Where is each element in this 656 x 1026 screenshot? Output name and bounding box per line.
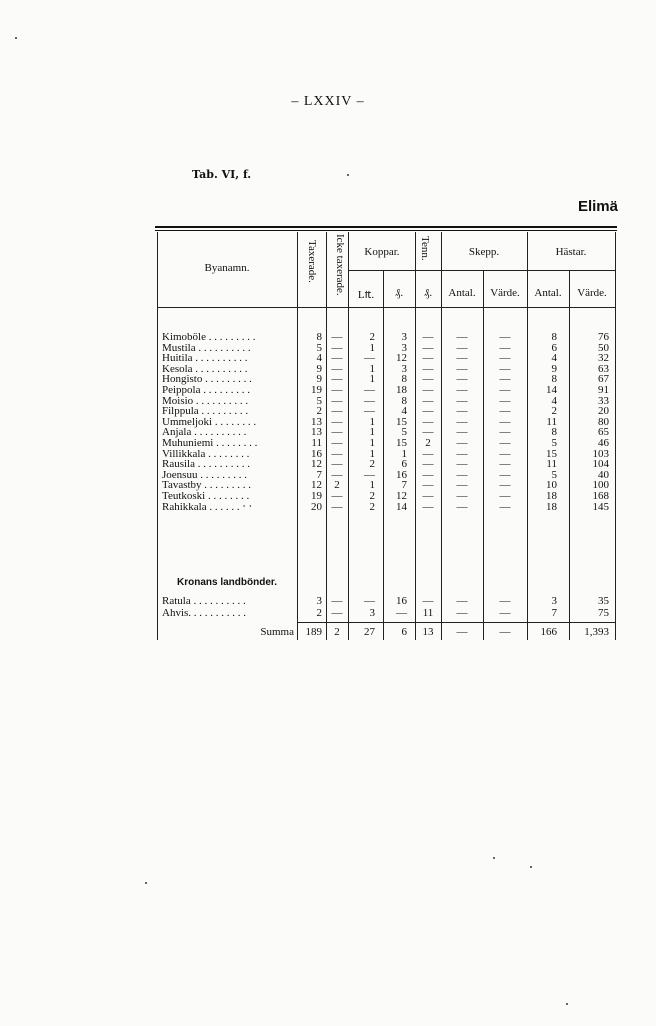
cell-skepp-varde: —: [499, 437, 511, 449]
summa-hastar-antal: 166: [540, 626, 557, 638]
cell-skepp-varde: —: [499, 469, 511, 481]
cell-koppar-lb: 2: [369, 490, 375, 502]
village-name: Villikkala . . . . . . . .: [162, 449, 250, 460]
village-name: Ratula . . . . . . . . . .: [162, 596, 246, 607]
cell-koppar-lb: 2: [369, 458, 375, 470]
cell-hastar-antal: 11: [546, 458, 557, 470]
header-tenn: Tenn.: [419, 236, 431, 261]
cell-hastar-varde: 145: [592, 501, 609, 513]
cell-hastar-antal: 7: [551, 607, 557, 619]
cell-skepp-antal: —: [456, 363, 468, 375]
cell-icke-taxerade: —: [331, 490, 343, 502]
cell-skepp-antal: —: [456, 384, 468, 396]
cell-koppar-g: —: [396, 607, 407, 619]
cell-skepp-varde: —: [499, 501, 511, 513]
village-name: Ummeljoki . . . . . . . .: [162, 417, 257, 428]
summa-skepp-antal: —: [456, 626, 468, 638]
cell-koppar-lb: 2: [369, 331, 375, 343]
cell-taxerade: 4: [316, 352, 322, 364]
cell-skepp-antal: —: [456, 607, 468, 619]
header-skepp: Skepp.: [468, 246, 500, 258]
village-name: Joensuu . . . . . . . . .: [162, 470, 247, 481]
village-name: Tavastby . . . . . . . . .: [162, 480, 252, 491]
cell-skepp-antal: —: [456, 416, 468, 428]
scan-speck: [145, 882, 147, 884]
cell-skepp-antal: —: [456, 479, 468, 491]
cell-koppar-lb: 1: [369, 448, 375, 460]
village-name: Moisio . . . . . . . . . .: [162, 396, 249, 407]
cell-hastar-antal: 8: [551, 331, 557, 343]
cell-taxerade: 20: [311, 501, 322, 513]
cell-hastar-antal: 18: [546, 501, 557, 513]
cell-skepp-antal: —: [456, 595, 468, 607]
header-koppar-g: ₰.: [394, 287, 404, 299]
cell-tenn-g: —: [422, 352, 434, 364]
village-name: Rausila . . . . . . . . . .: [162, 459, 250, 470]
cell-koppar-lb: —: [364, 384, 375, 396]
cell-taxerade: 13: [311, 416, 322, 428]
cell-skepp-varde: —: [499, 331, 511, 343]
cell-taxerade: 19: [311, 490, 322, 502]
cell-tenn-g: —: [422, 405, 434, 417]
cell-icke-taxerade: —: [331, 469, 343, 481]
cell-koppar-lb: —: [364, 405, 375, 417]
cell-hastar-varde: 91: [598, 384, 609, 396]
cell-tenn-g: —: [422, 426, 434, 438]
cell-taxerade: 11: [311, 437, 322, 449]
page-number: – LXXIV –: [291, 94, 365, 109]
cell-koppar-lb: —: [364, 469, 375, 481]
cell-taxerade: 13: [311, 426, 322, 438]
summa-label: Summa: [260, 627, 294, 638]
header-hastar-varde: Värde.: [577, 287, 607, 299]
cell-koppar-g: 16: [396, 595, 407, 607]
cell-koppar-g: 8: [401, 395, 407, 407]
cell-icke-taxerade: —: [331, 416, 343, 428]
top-rule-thick: [155, 226, 617, 228]
village-name: Muhuniemi . . . . . . . .: [162, 438, 258, 449]
header-skepp-antal: Antal.: [448, 287, 476, 299]
cell-koppar-lb: 1: [369, 479, 375, 491]
cell-hastar-antal: 18: [546, 490, 557, 502]
cell-skepp-varde: —: [499, 490, 511, 502]
cell-skepp-antal: —: [456, 405, 468, 417]
village-name: Ahvis. . . . . . . . . . .: [162, 608, 247, 619]
cell-icke-taxerade: —: [331, 607, 343, 619]
cell-hastar-varde: 33: [598, 395, 609, 407]
cell-koppar-g: 5: [401, 426, 407, 438]
cell-tenn-g: 11: [422, 607, 434, 619]
cell-skepp-antal: —: [456, 458, 468, 470]
grid-line: [157, 307, 615, 308]
cell-koppar-g: 15: [396, 437, 407, 449]
cell-tenn-g: —: [422, 395, 434, 407]
cell-hastar-antal: 14: [546, 384, 557, 396]
cell-hastar-antal: 8: [551, 373, 557, 385]
cell-hastar-antal: 10: [546, 479, 557, 491]
cell-taxerade: 12: [311, 479, 322, 491]
cell-koppar-g: 14: [396, 501, 407, 513]
cell-hastar-antal: 9: [551, 363, 557, 375]
cell-skepp-varde: —: [499, 595, 511, 607]
cell-skepp-antal: —: [456, 342, 468, 354]
header-koppar-lb: L₶.: [357, 289, 375, 301]
cell-taxerade: 16: [311, 448, 322, 460]
header-village: Byanamn.: [204, 262, 250, 274]
cell-taxerade: 3: [316, 595, 322, 607]
cell-skepp-varde: —: [499, 607, 511, 619]
cell-koppar-g: 4: [401, 405, 407, 417]
header-skepp-varde: Värde.: [490, 287, 520, 299]
cell-skepp-antal: —: [456, 437, 468, 449]
cell-hastar-antal: 8: [551, 426, 557, 438]
cell-hastar-antal: 6: [551, 342, 557, 354]
cell-taxerade: 5: [316, 342, 322, 354]
grid-line: [297, 622, 615, 623]
cell-hastar-varde: 20: [598, 405, 609, 417]
cell-skepp-varde: —: [499, 342, 511, 354]
summa-koppar-lb: 27: [364, 626, 375, 638]
cell-skepp-varde: —: [499, 458, 511, 470]
cell-hastar-antal: 2: [551, 405, 557, 417]
cell-icke-taxerade: —: [331, 595, 343, 607]
cell-koppar-lb: 1: [369, 426, 375, 438]
cell-icke-taxerade: —: [331, 373, 343, 385]
cell-skepp-antal: —: [456, 373, 468, 385]
cell-tenn-g: —: [422, 469, 434, 481]
cell-icke-taxerade: —: [331, 395, 343, 407]
summa-icke-taxerade: 2: [334, 626, 340, 638]
cell-hastar-antal: 5: [551, 437, 557, 449]
cell-koppar-lb: —: [364, 352, 375, 364]
cell-tenn-g: —: [422, 490, 434, 502]
cell-skepp-varde: —: [499, 479, 511, 491]
cell-icke-taxerade: —: [331, 426, 343, 438]
village-name: Anjala . . . . . . . . . .: [162, 427, 247, 438]
cell-tenn-g: —: [422, 458, 434, 470]
cell-hastar-varde: 35: [598, 595, 609, 607]
village-name: Huitila . . . . . . . . . .: [162, 353, 248, 364]
grid-line: [348, 270, 615, 271]
cell-icke-taxerade: 2: [334, 479, 340, 491]
cell-koppar-lb: 3: [369, 607, 375, 619]
grid-line: [157, 232, 158, 640]
cell-icke-taxerade: —: [331, 331, 343, 343]
cell-skepp-varde: —: [499, 395, 511, 407]
cell-koppar-g: 15: [396, 416, 407, 428]
cell-icke-taxerade: —: [331, 448, 343, 460]
cell-hastar-varde: 65: [598, 426, 609, 438]
village-name: Teutkoski . . . . . . . .: [162, 491, 250, 502]
village-name: Filppula . . . . . . . . .: [162, 406, 249, 417]
cell-skepp-antal: —: [456, 352, 468, 364]
cell-icke-taxerade: —: [331, 342, 343, 354]
header-taxerade: Taxerade.: [306, 240, 318, 283]
cell-taxerade: 19: [311, 384, 322, 396]
cell-tenn-g: —: [422, 448, 434, 460]
cell-koppar-g: 7: [401, 479, 407, 491]
section-title: Elimä: [577, 198, 618, 215]
cell-taxerade: 9: [316, 363, 322, 375]
cell-icke-taxerade: —: [331, 352, 343, 364]
cell-hastar-varde: 103: [592, 448, 609, 460]
cell-koppar-lb: 1: [369, 416, 375, 428]
cell-skepp-antal: —: [456, 426, 468, 438]
village-name: Kimoböle . . . . . . . . .: [162, 332, 256, 343]
cell-taxerade: 8: [316, 331, 322, 343]
cell-tenn-g: —: [422, 373, 434, 385]
cell-tenn-g: —: [422, 342, 434, 354]
cell-hastar-antal: 5: [551, 469, 557, 481]
cell-hastar-varde: 67: [598, 373, 609, 385]
cell-koppar-g: 18: [396, 384, 407, 396]
scan-speck: [347, 174, 349, 176]
summa-koppar-g: 6: [401, 626, 407, 638]
cell-koppar-g: 8: [401, 373, 407, 385]
cell-koppar-g: 6: [401, 458, 407, 470]
summa-skepp-varde: —: [499, 626, 511, 638]
cell-skepp-antal: —: [456, 490, 468, 502]
cell-tenn-g: —: [422, 416, 434, 428]
cell-skepp-varde: —: [499, 363, 511, 375]
cell-tenn-g: 2: [425, 437, 431, 449]
cell-icke-taxerade: —: [331, 458, 343, 470]
cell-taxerade: 2: [316, 405, 322, 417]
cell-hastar-antal: 4: [551, 352, 557, 364]
cell-koppar-g: 12: [396, 490, 407, 502]
cell-skepp-varde: —: [499, 416, 511, 428]
cell-skepp-varde: —: [499, 373, 511, 385]
cell-tenn-g: —: [422, 595, 434, 607]
cell-hastar-varde: 50: [598, 342, 609, 354]
cell-taxerade: 7: [316, 469, 322, 481]
cell-hastar-varde: 100: [592, 479, 609, 491]
cell-icke-taxerade: —: [331, 363, 343, 375]
summa-hastar-varde: 1,393: [584, 626, 609, 638]
cell-koppar-g: 3: [401, 331, 407, 343]
cell-tenn-g: —: [422, 479, 434, 491]
scan-speck: [566, 1003, 568, 1005]
cell-hastar-varde: 168: [592, 490, 609, 502]
scan-speck: [493, 857, 495, 859]
cell-icke-taxerade: —: [331, 501, 343, 513]
cell-tenn-g: —: [422, 501, 434, 513]
summa-taxerade: 189: [305, 626, 322, 638]
cell-skepp-antal: —: [456, 448, 468, 460]
cell-koppar-g: 3: [401, 342, 407, 354]
village-name: Rahikkala . . . . . . ‧ ‧: [162, 502, 253, 513]
header-hastar-antal: Antal.: [534, 287, 562, 299]
cell-hastar-varde: 76: [598, 331, 609, 343]
header-koppar: Koppar.: [364, 246, 400, 258]
cell-hastar-antal: 15: [546, 448, 557, 460]
village-name: Peippola . . . . . . . . .: [162, 385, 250, 396]
cell-hastar-varde: 63: [598, 363, 609, 375]
cell-tenn-g: —: [422, 363, 434, 375]
cell-skepp-antal: —: [456, 501, 468, 513]
cell-icke-taxerade: —: [331, 437, 343, 449]
village-name: Kesola . . . . . . . . . .: [162, 364, 248, 375]
cell-koppar-lb: —: [364, 395, 375, 407]
cell-koppar-g: 12: [396, 352, 407, 364]
cell-koppar-g: 16: [396, 469, 407, 481]
header-icke-taxerade: Icke taxerade.: [334, 234, 346, 296]
village-name: Hongisto . . . . . . . . .: [162, 374, 252, 385]
village-name: Mustila . . . . . . . . . .: [162, 343, 251, 354]
cell-skepp-varde: —: [499, 448, 511, 460]
cell-hastar-varde: 46: [598, 437, 609, 449]
scan-speck: [530, 866, 532, 868]
cell-koppar-lb: 1: [369, 373, 375, 385]
cell-koppar-lb: 2: [369, 501, 375, 513]
cell-skepp-antal: —: [456, 331, 468, 343]
cell-koppar-lb: —: [364, 595, 375, 607]
cell-skepp-antal: —: [456, 395, 468, 407]
cell-hastar-antal: 4: [551, 395, 557, 407]
scan-speck: [15, 37, 17, 39]
cell-koppar-g: 3: [401, 363, 407, 375]
cell-koppar-lb: 1: [369, 342, 375, 354]
cell-icke-taxerade: —: [331, 384, 343, 396]
cell-koppar-lb: 1: [369, 363, 375, 375]
cell-taxerade: 5: [316, 395, 322, 407]
cell-hastar-varde: 75: [598, 607, 609, 619]
cell-skepp-antal: —: [456, 469, 468, 481]
cell-skepp-varde: —: [499, 352, 511, 364]
cell-hastar-varde: 40: [598, 469, 609, 481]
cell-hastar-varde: 104: [592, 458, 609, 470]
top-rule-thin: [155, 230, 617, 231]
grid-line: [615, 232, 616, 640]
cell-hastar-varde: 32: [598, 352, 609, 364]
cell-skepp-varde: —: [499, 384, 511, 396]
header-tenn-g: ₰.: [423, 287, 433, 299]
cell-taxerade: 12: [311, 458, 322, 470]
cell-skepp-varde: —: [499, 405, 511, 417]
cell-koppar-g: 1: [401, 448, 407, 460]
cell-taxerade: 9: [316, 373, 322, 385]
cell-hastar-varde: 80: [598, 416, 609, 428]
cell-icke-taxerade: —: [331, 405, 343, 417]
cell-koppar-lb: 1: [369, 437, 375, 449]
cell-tenn-g: —: [422, 384, 434, 396]
header-hastar: Hästar.: [555, 246, 587, 258]
cell-skepp-varde: —: [499, 426, 511, 438]
cell-taxerade: 2: [316, 607, 322, 619]
cell-hastar-antal: 3: [551, 595, 557, 607]
cell-tenn-g: —: [422, 331, 434, 343]
summa-tenn-g: 13: [422, 626, 434, 638]
table-label: Tab. VI, f.: [192, 168, 252, 181]
subheading-kronans-landbonder: Kronans landbönder.: [177, 577, 278, 588]
cell-hastar-antal: 11: [546, 416, 557, 428]
